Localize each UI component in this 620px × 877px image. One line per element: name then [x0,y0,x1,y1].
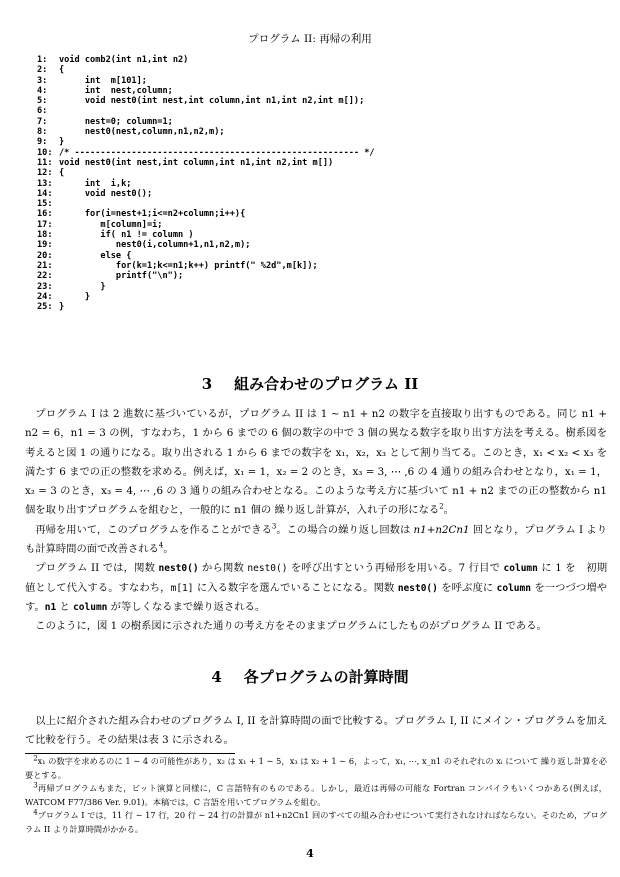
code-text: if( n1 != column ) [59,230,194,241]
inline-code: nest0() [247,563,288,575]
paragraph-text: から関数 [198,562,248,575]
line-number: 19: [37,240,53,251]
code-line [37,148,375,158]
paragraph-text: と [56,600,74,613]
code-line [37,168,375,178]
line-number: 14: [37,188,53,199]
code-line [37,55,375,65]
paragraph [25,559,607,617]
section-title: 各プログラムの計算時間 [243,668,409,686]
code-line [37,220,375,230]
line-number: 10: [37,147,53,158]
code-text: /* ------------------------------------------------------- */ [59,147,375,158]
footnote-mark: 2 [33,754,38,763]
code-line [37,127,375,137]
code-text: else { [59,250,132,261]
footnote-text: プログラム I では，11 行 ∼ 17 行，20 行 ∼ 24 行の計算が n1+n2Cn1 回のすべての組み合わせについて実行されなければならない。そのため，プログラム II より計算時間がかかる。 [25,810,607,834]
code-line [37,117,375,127]
section-title: 組み合わせのプログラム II [234,375,419,393]
code-text: void nest0(int nest,int column,int n1,int n2,int m[]) [59,157,334,168]
inline-code: column [496,582,531,594]
paragraph-text: が等しくなるまで繰り返される。 [107,600,266,613]
line-number: 9: [37,137,48,148]
code-listing [37,55,375,312]
code-text: } [59,281,106,292]
line-number: 15: [37,199,53,210]
code-text: } [59,137,65,148]
paragraph: このように，図 1 の樹系図に示された通りの考え方をそのままプログラムにしたものがプログラム II である。 [35,620,547,633]
running-head: プログラム II: 再帰の利用 [248,33,372,45]
code-text: nest0(nest,column,n1,n2,m); [59,127,225,138]
section-4-body [25,712,607,751]
code-line [37,282,375,292]
paragraph-text: プログラム I は 2 進数に基づいているが，プログラム II は 1 ∼ n1 + n2 の数字を直接取り出すものである。同じ n1 + n2 = 6，n1 = 3 の例，すなわち，1 から 6 までの 6 個の数字の中で 3 個の異なる数字を取り出す方法を考える。樹系図を考えると図 1 の通りになる。取り出される 1 から 6 までの数字を x₁，x₂，x₃ として割り当てる。このとき，x₁ < x₂ < x₃ を満たす 6 までの正の整数を求める。例えば，x₁ = 1，x₂ = 2 のとき，x₃ = 3, ⋯ ,6 の 4 通りの組み合わせとなり，x₁ = 1，x₂ = 3 のとき，x₃ = 4, ⋯ ,6 の 3 通りの組み合わせとなる。このような考え方に基づいて n1 + n2 までの正の整数から n1 個を取り出すプログラムを組むと，一般的に n1 個の 繰り返し計算が，入れ子の形になる [25,408,607,517]
paragraph [25,521,607,560]
inline-code: m[1] [170,582,194,594]
line-number: 25: [37,302,53,313]
footnote-rule [25,753,235,754]
code-line [37,302,375,312]
inline-code: column [503,563,538,575]
line-number: 13: [37,178,53,189]
line-number: 18: [37,230,53,241]
line-number: 17: [37,219,53,230]
inline-code: nest0() [158,563,199,575]
code-text: } [59,302,65,313]
section-3-heading [0,373,620,394]
paragraph-text: を一つづつ増やす。 [25,581,608,613]
line-number: 1: [37,55,48,65]
line-number: 5: [37,96,48,107]
line-number: 23: [37,281,53,292]
line-number: 4: [37,85,48,96]
footnote-text: 再帰プログラムもまた，ビット演算と同様に，C 言語特有のものである。しかし，最近は再帰の可能な Fortran コンパイラもいくつかある(例えば，WATCOM F77/386 Ver. 9.01)。本稿では，C 言語を用いてプログラムを組む。 [25,783,607,807]
code-text: { [59,168,65,179]
code-line [37,106,375,116]
code-text: for(k=1;k<=n1;k++) printf(" %2d",m[k]); [59,260,318,271]
code-line [37,261,375,271]
code-text: m[column]=i; [59,219,163,230]
inline-code: column [73,601,108,613]
code-text: int i,k; [59,178,132,189]
line-number: 7: [37,116,48,127]
code-text: } [59,291,91,302]
code-text: nest=0; column=1; [59,116,173,127]
code-line [37,179,375,189]
code-text: void comb2(int n1,int n2) [59,55,189,65]
code-line [37,271,375,281]
line-number: 24: [37,291,53,302]
line-number: 8: [37,127,48,138]
paragraph-text: を呼ぶ度に [437,581,497,594]
code-text: { [59,65,65,76]
combination-formula: n1+n2Cn1 [413,523,470,536]
code-line [37,292,375,302]
footnote-ref[interactable]: 4 [158,541,164,550]
paragraph-text: 。 [163,543,174,556]
code-text: void nest0(int nest,int column,int n1,int n2,int m[]); [59,96,365,107]
code-line [37,199,375,209]
line-number: 16: [37,209,53,220]
inline-code: nest0() [397,582,438,594]
footnote-text: x₁ の数字を求めるのに 1 ∼ 4 の可能性があり，x₂ は x₁ + 1 ∼ 5，x₃ は x₂ + 1 ∼ 6，よって，x₁, ⋯, x_n1 のそれぞれの xᵢ について 繰り返し計算を必要とする。 [25,756,607,780]
code-text: void nest0(); [59,188,153,199]
section-number: 4 [211,668,222,686]
code-line [37,230,375,240]
paragraph-text: に 1 を 初期値として代入する。すなわち， [25,562,608,594]
paragraph-text: 回となり，プログラム I よりも計算時間の面で改善される [25,523,607,556]
page-number: 4 [306,847,314,860]
code-line [37,158,375,168]
paragraph-text: に入る数字を選んでいることになる。関数 [193,581,398,594]
footnote-ref[interactable]: 2 [439,503,444,512]
code-line [37,86,375,96]
code-line [37,96,375,106]
line-number: 3: [37,75,48,86]
code-line [37,209,375,219]
footnote [25,782,607,809]
line-number: 11: [37,157,53,168]
code-line [37,65,375,75]
footnotes [25,755,607,837]
inline-code: n1 [44,601,57,613]
code-line [37,189,375,199]
paragraph-text: プログラム II では，関数 [35,562,159,575]
code-text: int nest,column; [59,85,173,96]
code-text: int m[101]; [59,75,147,86]
footnote [25,755,607,782]
footnote-mark: 3 [33,781,38,790]
code-text: nest0(i,column+1,n1,n2,m); [59,240,251,251]
code-line [37,76,375,86]
section-number: 3 [201,375,213,393]
paragraph-text: 。 [443,504,454,517]
line-number: 2: [37,65,48,76]
paragraph-text: を呼び出すという再帰形を用いる。7 行目で [287,562,504,575]
line-number: 20: [37,250,53,261]
code-line [37,137,375,147]
line-number: 6: [37,106,48,117]
line-number: 12: [37,168,53,179]
code-line [37,240,375,250]
footnote [25,809,607,836]
code-text: for(i=nest+1;i<=n2+column;i++){ [59,209,246,220]
footnote-mark: 4 [33,808,38,817]
paragraph-text: 。この場合の繰り返し回数は [276,523,414,536]
section-4-heading [0,666,620,687]
footnote-ref[interactable]: 3 [271,522,277,531]
code-line [37,251,375,261]
section-3-body [25,405,607,637]
paragraph-text: 再帰を用いて，このプログラムを作ることができる [35,523,272,536]
line-number: 22: [37,271,53,282]
line-number: 21: [37,260,53,271]
paragraph [25,405,607,521]
paragraph: 以上に紹介された組み合わせのプログラム I, II を計算時間の面で比較する。プログラム I, II にメイン・プログラムを加えて比較を行う。その結果は表 3 に示される。 [25,715,607,747]
code-text: printf("\n"); [59,271,184,282]
